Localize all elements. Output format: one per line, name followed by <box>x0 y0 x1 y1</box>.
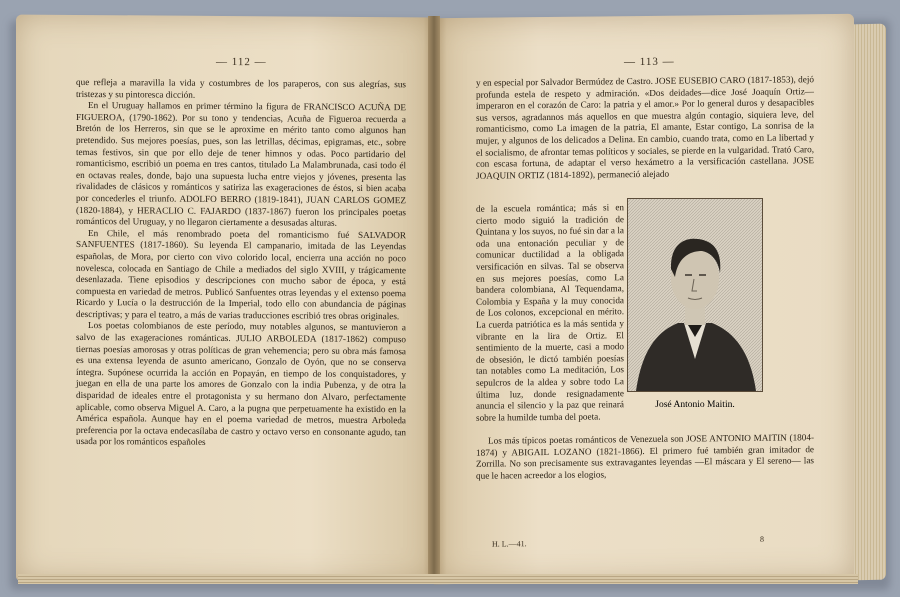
footer-signature: H. L.—41. <box>492 539 527 549</box>
paragraph: Los más típicos poetas románticos de Venezuela son JOSE ANTONIO MAITIN (1804-1874) y ABIGAIL LOZANO (1821-1866). El primero fué también gran imitador de Zorrilla. No son precisamente sus extravagantes leyendas —El máscara y El sereno— las que le hacen acreedor a los elogios, <box>476 432 814 481</box>
right-page-text-top <box>476 74 814 182</box>
right-page-text-bottom <box>476 432 814 482</box>
page-edges <box>850 24 886 581</box>
portrait-caption: José Antonio Maitin. <box>655 400 735 410</box>
right-page-text-column <box>476 202 624 424</box>
left-page <box>16 15 436 584</box>
paragraph: En el Uruguay hallamos en primer término la figura de FRANCISCO ACUÑA DE FIGUEROA, (1790-1862). Por su tono y tendencias, Acuña de Figueroa recuerda a Bretón de los Herreros, sin que se le aproxime en mérito tanto como algunos han pretendido. Sus mejores poesías, pues, son las letrillas, décimas, epigramas, etc., sobre temas festivos, sin que por ello deje de tener himnos y odas. Poco partidario del romanticismo, escribió un poema en tres cantos, titulado La Malambrunada, casi todo él en octavas reales, donde, bajo una supuesta lucha entre viejos y jóvenes, presenta las rivalidades de clásicos y románticos y satiriza las exageraciones de éstos, si bien acaba por concederles el triunfo. ADOLFO BERRO (1819-1841), JUAN CARLOS GOMEZ (1820-1884), y HERACLIO C. FAJARDO (1837-1867) fueron los principales poetas románticos del Uruguay, y no llegaron ciertamente a desusadas alturas. <box>76 100 406 228</box>
paragraph: En Chile, el más renombrado poeta del romanticismo fué SALVADOR SANFUENTES (1817-1860). Su leyenda El campanario, imitada de las Leyendas españolas, de Mora, por cierto con vivo colorido local, encierra una acción no poco novelesca, colocada en Santiago de Chile a mediados del siglo XVIII, y trágicamente desenlazada. Tiene episodios y descripciones con mucho sabor de época, y está compuesta en variedad de metros. Publicó Sanfuentes otras leyendas y el extenso poema Ricardo y Lucía o la destrucción de la Imperial, todo ello con abundancia de páginas descriptivas; y para el teatro, a más de varias traducciones escribió tres obras originales. <box>76 227 406 322</box>
book-gutter <box>428 16 440 584</box>
paragraph: Los poetas colombianos de este período, muy notables algunos, se mantuvieron a salvo de las exageraciones románticas. JULIO ARBOLEDA (1817-1862) compuso tiernas poesías amorosas y otras políticas de gran vehemencia; pero su obra más famosa es una extensa leyenda de asunto americano, Gonzalo de Oyón, que no se conserva íntegra. Supónese ocurrida la acción en Popayán, en tiempo de los conquistadores, y juegan en ella de una parte los amores de Gonzalo con la india Pubenza, y de otra la disparidad de ideales entre el protagonista y su hermano don Alvaro, perfectamente aplicable, como observa Miguel A. Caro, a la pugna que perpetuamente ha existido en la América española. Aunque hay en el poema variedad de metros, muestra Arboleda preferencia por la octava endecasílaba de castro y octavo verso en consonante agudo, tan usada por los románticos españoles <box>76 320 406 448</box>
left-page-number: — 112 — <box>216 55 267 69</box>
right-page-number: — 113 — <box>624 55 675 69</box>
portrait-image <box>627 198 763 392</box>
paragraph: que refleja a maravilla la vida y costumbres de los paraperos, con sus alegrías, sus tristezas y su pintoresca dicción. <box>76 76 406 100</box>
left-page-text <box>76 77 406 450</box>
footer-number: 8 <box>760 534 764 544</box>
paragraph: y en especial por Salvador Bermúdez de Castro. JOSE EUSEBIO CARO (1817-1853), dejó profunda estela de respeto y admiración. «Dos deidades—dice José Joaquín Ortiz—imperaron en el corazón de Caro: la patria y el amor.» Por lo general duros y desapacibles sus versos, agradannos más aquellos en que muestra algún contagio, siquiera leve, del romanticismo, como La imagen de la patria, El amante, Estar contigo, La sonrisa de la mujer, y algunos de los delicados a Delina. En cambio, cuando trata, como en La libertad y el socialismo, de afrontar temas políticos y sociales, se pierde en la vulgaridad. Trató Caro, con escasa fortuna, de adaptar el verso hexámetro a la versificación castellana. JOSE JOAQUIN ORTIZ (1814-1892), permaneció alejado <box>476 74 814 181</box>
bottom-edges <box>18 574 858 584</box>
paragraph: de la escuela romántica; más si en cierto modo siguió la tradición de Quintana y los suyos, no fué sin dar a la oda una entonación peculiar y de comunicar ductilidad a la obligada versificación en silvas. Tal se observa en sus mejores poesías, como La bandera colombiana, Al Tequendama, Colombia y España y la muy conocida de Los colonos, excepcional en mérito. La cuerda patriótica es la más sentida y vibrante en la lira de Ortiz. El sentimiento de la muerte, casi a modo de obsesión, le dictó también poesías tan notables como La meditación, Los sepulcros de la aldea y sobre todo La última luz, donde resignadamente anuncia el silencio y la paz que reinará sobre la humilde tumba del poeta. <box>476 202 624 423</box>
